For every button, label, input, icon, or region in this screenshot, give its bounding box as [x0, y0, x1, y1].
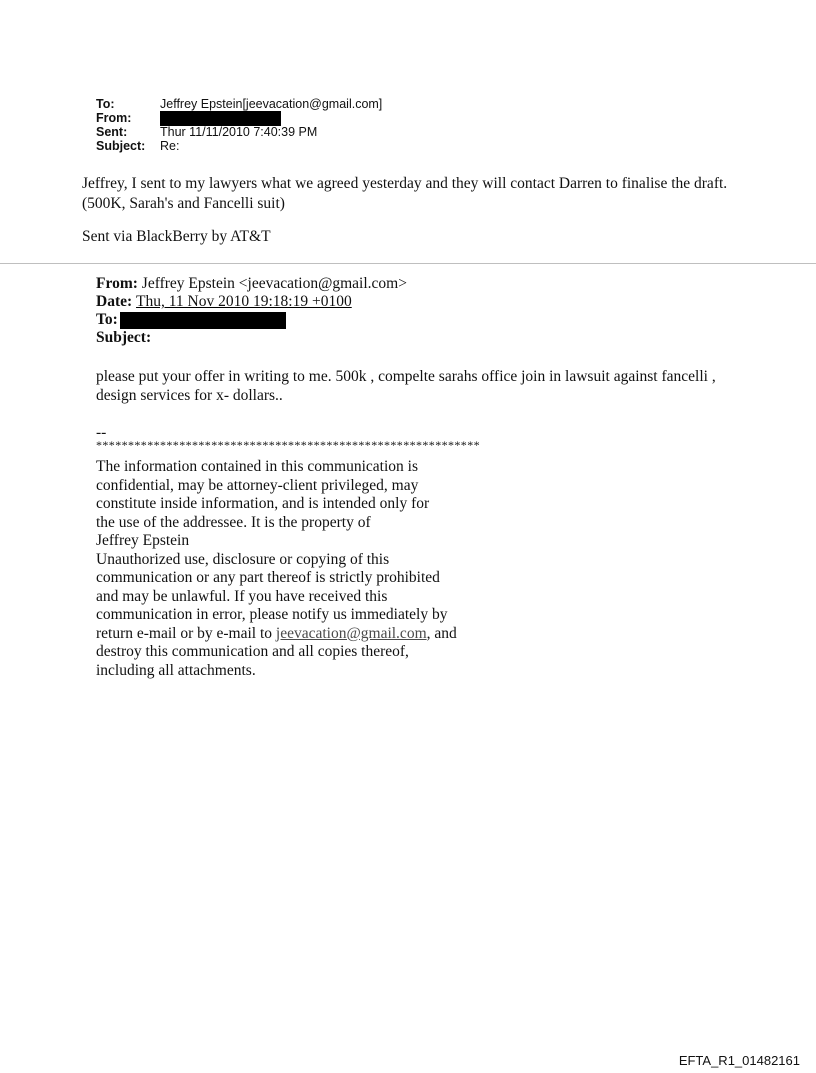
original-to-label: To:: [96, 311, 118, 328]
reply-subject-row: [96, 139, 382, 153]
disclaimer-line: destroy this communication and all copies thereof,: [96, 643, 409, 660]
from-label: From:: [96, 111, 132, 125]
original-to-row: [96, 311, 407, 329]
disclaimer-line-email: [96, 625, 457, 644]
reply-sent-row: [96, 125, 382, 139]
email-link[interactable]: jeevacation@gmail.com: [275, 624, 427, 642]
disclaimer-line: communication in error, please notify us immediately by: [96, 606, 448, 623]
original-date-value: Thu, 11 Nov 2010 19:18:19 +0100: [136, 293, 352, 310]
signature-dashes: --: [96, 424, 107, 441]
original-body-text: please put your offer in writing to me. 500k , compelte sarahs office join in lawsuit against fancelli , design services for x- dollars..: [96, 368, 716, 404]
reply-body-text: Jeffrey, I sent to my lawyers what we agreed yesterday and they will contact Darren to finalise the draft.(500K, Sarah's and Fancelli suit): [82, 175, 728, 212]
subject-label: Subject:: [96, 139, 146, 153]
disclaimer-text: , and: [426, 624, 457, 642]
disclaimer-line: Unauthorized use, disclosure or copying of this: [96, 550, 390, 568]
disclaimer-line: and may be unlawful. If you have received this: [96, 587, 388, 605]
disclaimer-line: constitute inside information, and is intended only for: [96, 495, 430, 512]
disclaimer: [96, 458, 457, 680]
sent-label: Sent:: [96, 125, 128, 139]
disclaimer-line: The information contained in this communication is: [96, 458, 418, 475]
redaction-box: [120, 312, 286, 329]
original-body: [96, 367, 736, 405]
reply-signature: Sent via BlackBerry by AT&T: [82, 228, 271, 245]
disclaimer-line: Jeffrey Epstein: [96, 532, 190, 549]
reply-body: [82, 174, 762, 214]
message-divider: [0, 263, 816, 264]
subject-value: Re:: [160, 139, 180, 153]
original-from-label: From:: [96, 275, 138, 292]
reply-from-row: [96, 111, 382, 125]
disclaimer-text: return e-mail or by e-mail to: [96, 624, 276, 642]
to-label: To:: [96, 97, 115, 111]
disclaimer-line: confidential, may be attorney-client privileged, may: [96, 476, 419, 494]
reply-to-row: [96, 97, 382, 111]
to-value: Jeffrey Epstein[jeevacation@gmail.com]: [160, 97, 383, 111]
original-date-label: Date:: [96, 293, 133, 310]
original-from-row: [96, 275, 407, 293]
sent-value: Thur 11/11/2010 7:40:39 PM: [160, 125, 318, 139]
original-date-row: [96, 293, 407, 311]
original-subject-label: Subject:: [96, 329, 152, 346]
disclaimer-line: including all attachments.: [96, 661, 256, 679]
signature-stars: ************************************************************: [96, 438, 480, 452]
disclaimer-line: communication or any part thereof is strictly prohibited: [96, 569, 440, 586]
disclaimer-line: the use of the addressee. It is the property of: [96, 513, 371, 531]
redaction-box: [160, 111, 281, 126]
original-header: [96, 275, 407, 347]
original-from-value: Jeffrey Epstein <jeevacation@gmail.com>: [141, 275, 407, 292]
document-id: EFTA_R1_01482161: [678, 1053, 800, 1068]
original-subject-row: [96, 329, 407, 347]
reply-header: [96, 97, 382, 153]
